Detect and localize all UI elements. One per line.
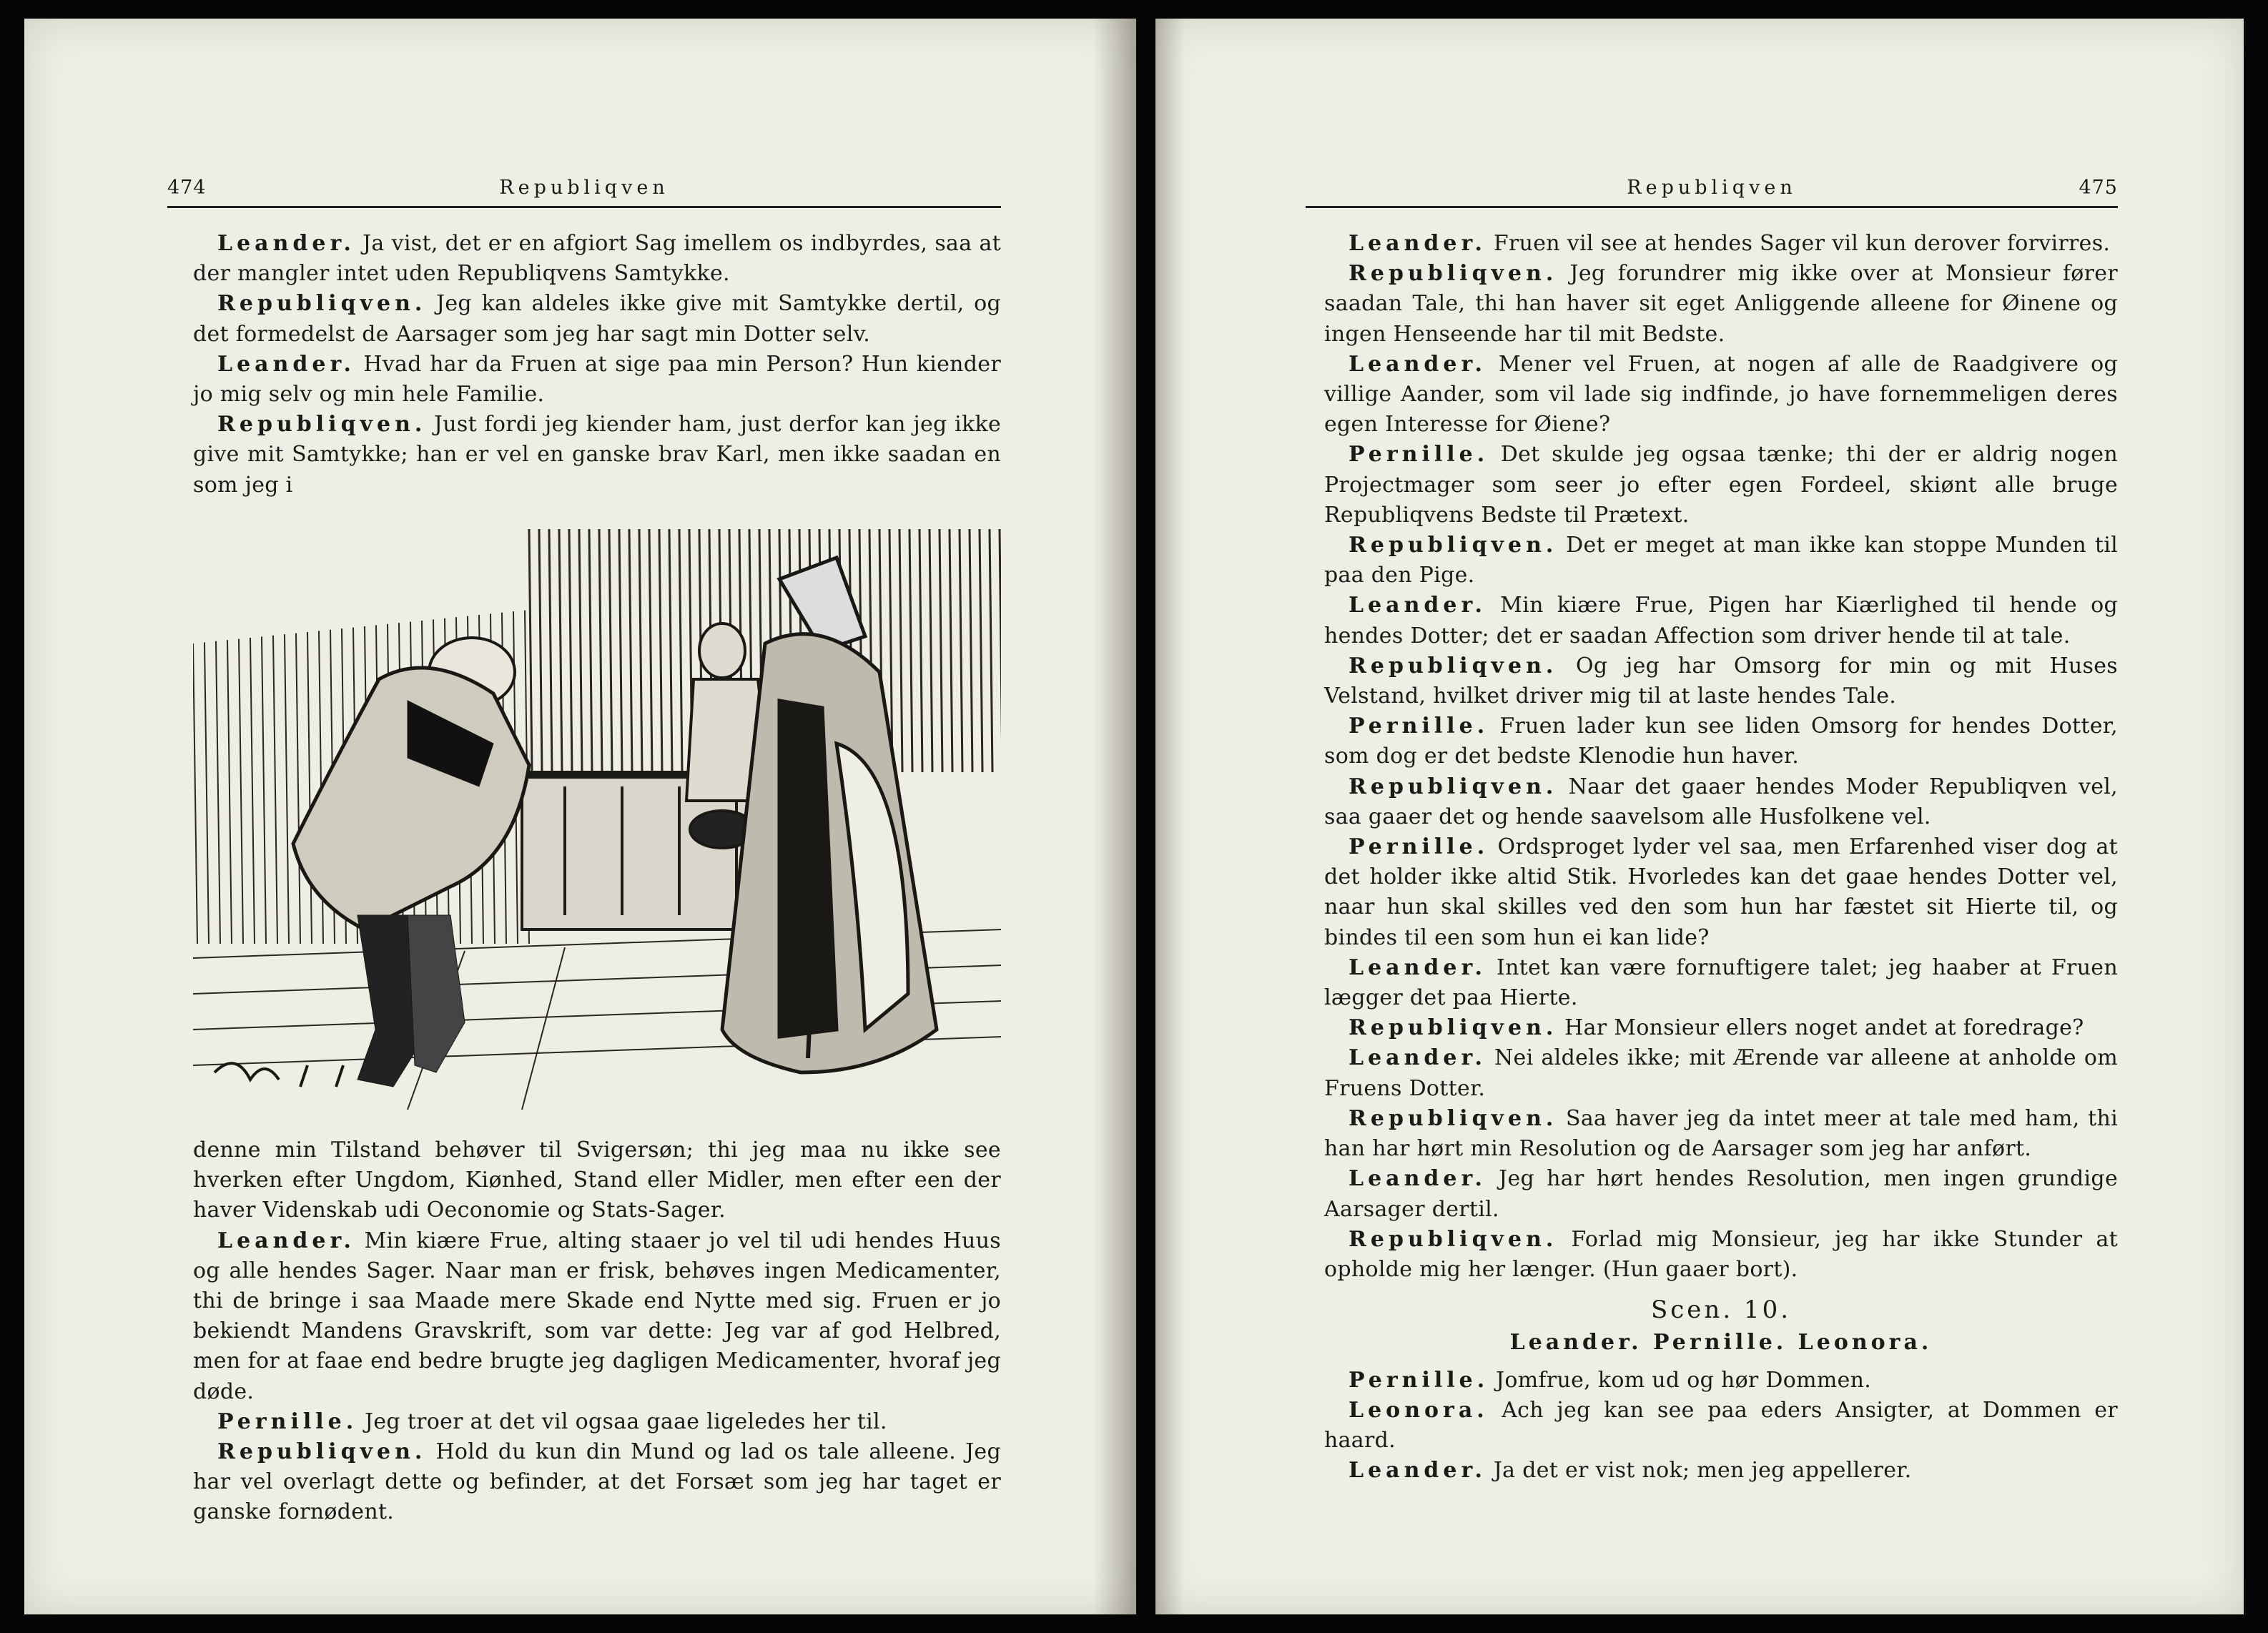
hatch-line [930, 529, 932, 772]
dialogue-paragraph [1324, 651, 2118, 711]
dialogue-paragraph [1324, 1366, 2118, 1396]
dialogue-paragraph [1324, 772, 2118, 832]
dialogue-paragraph [193, 229, 1001, 289]
dialogue-paragraph [1324, 350, 2118, 440]
dialogue-paragraph [193, 410, 1001, 500]
speaker-name: Republiqven. [1349, 261, 1558, 287]
page-header [1306, 163, 2118, 208]
dialogue-text: Jeg har hørt hendes Resolution, men ingen grundige Aarsager dertil. [1324, 1166, 2118, 1222]
speaker-name: Leander. [217, 351, 355, 377]
dialogue-text: Det er meget at man ikke kan stoppe Munden til paa den Pige. [1324, 533, 2119, 588]
text-block-bottom [193, 1135, 1001, 1528]
dialogue-text: Jeg kan aldeles ikke give mit Samtykke dertil, og det formedelst de Aarsager som jeg har sagt min Dotter selv. [193, 291, 1001, 347]
dialogue-paragraph [1324, 953, 2118, 1013]
dialogue-text: Jeg forundrer mig ikke over at Monsieur fører saadan Tale, thi han haver sit eget Anliggende alleene for Øinene og ingen Henseende har til mit Bedste. [1324, 261, 2118, 347]
hatch-line [549, 529, 552, 772]
speaker-name: Leander. [1349, 231, 1486, 256]
scene-cast-list: Leander. Pernille. Leonora. [1509, 1330, 1933, 1356]
dialogue-paragraph [1324, 259, 2118, 350]
dialogue-text: Min kiære Frue, alting staaer jo vel til udi hendes Huus og alle hendes Sager. Naar man er frisk, behøves ingen Medicamenter, thi de bringe i saa Maade mere Skade end Nytte med sig. Fruen er jo bekiendt Mandens Gravskrift, som var dette: Jeg var af god Helbred, men for at faae end bedre brugte jeg dagligen Medicamenter, hvoraf jeg døde. [193, 1228, 1001, 1404]
dialogue-paragraph [1324, 1225, 2118, 1285]
queen-republiqven-figure [722, 558, 937, 1072]
gutter-shadow [1155, 19, 1184, 1614]
dialogue-paragraph [1324, 832, 2118, 953]
dialogue-text: Forlad mig Monsieur, jeg har ikke Stunder at opholde mig her længer. (Hun gaaer bort). [1324, 1226, 2118, 1282]
hatch-line [990, 529, 992, 772]
dialogue-paragraph [1324, 229, 2118, 259]
speaker-name: Republiqven. [1349, 1226, 1558, 1252]
speaker-name: Leander. [1349, 1166, 1486, 1192]
hatch-line [919, 529, 922, 772]
hatch-line [569, 529, 572, 772]
dialogue-text: Ordsproget lyder vel saa, men Erfarenhed viser dog at det holder ikke altid Stik. Hvorledes kan det gaae hendes Dotter vel, naar hun skal skilles ved den som hun har fæstet sit Hierte til, og bindes til een som hun ei kan lide? [1324, 834, 2119, 950]
hatch-line [296, 633, 300, 944]
speaker-name: Republiqven. [1349, 774, 1558, 799]
hatch-line [1000, 529, 1001, 772]
scene-title: Scen. 10. [1650, 1296, 1792, 1325]
text-block [1324, 229, 2118, 1486]
dialogue-text: Det skulde jeg ogsaa tænke; thi der er aldrig nogen Projectmager som seer jo efter egen Fordeel, skiønt alle bruge Republiqvens Bedste til Prætext. [1324, 442, 2118, 528]
dialogue-text: Ach jeg kan see paa eders Ansigter, at Dommen er haard. [1324, 1397, 2118, 1453]
hatch-line [960, 529, 962, 772]
dialogue-text: Naar det gaaer hendes Moder Republiqven vel, saa gaaer det og hende saavelsom alle Husfolkene vel. [1324, 774, 2119, 829]
hatch-line [204, 642, 209, 944]
hatch-line [262, 636, 266, 944]
dialogue-text: Mener vel Fruen, at nogen af alle de Raadgivere og villige Aander, som vil lade sig indfinde, jo have fornemmeligen deres egen Interesse for Øiene? [1324, 351, 2118, 438]
hatch-line [619, 529, 622, 772]
dialogue-text: denne min Tilstand behøver til Svigersøn; thi jeg maa nu ikke see hverken efter Ungdom, Kiønhed, Stand eller Midler, men efter een der haver Videnskab udi Oeconomie og Stats-Sager. [193, 1138, 1001, 1223]
dialogue-text: Nei aldeles ikke; mit Ærende var alleene at anholde om Fruens Dotter. [1324, 1045, 2118, 1101]
gutter-shadow [1093, 19, 1136, 1614]
speaker-name: Republiqven. [1349, 1015, 1558, 1041]
hatch-line [579, 529, 582, 772]
dialogue-text: Hold du kun din Mund og lad os tale alleene. Jeg har vel overlagt dette og befinder, at det Forsæt som jeg har taget er ganske fornødent. [193, 1439, 1001, 1525]
speaker-name: Republiqven. [217, 1439, 427, 1465]
hatch-line [609, 529, 612, 772]
dialogue-paragraph [193, 1226, 1001, 1407]
dialogue-paragraph [1324, 1396, 2118, 1456]
speaker-name: Leander. [217, 231, 355, 256]
hatch-line [940, 529, 942, 772]
dialogue-text: Ja det er vist nok; men jeg appellerer. [1493, 1458, 1912, 1484]
dialogue-paragraph [193, 289, 1001, 349]
speaker-name: Pernille. [1349, 834, 1489, 860]
dialogue-text: Saa haver jeg da intet meer at tale med ham, thi han har hørt min Resolution og de Aarsager som jeg har anført. [1324, 1105, 2118, 1162]
right-page [1155, 19, 2244, 1614]
hatch-line [980, 529, 982, 772]
dialogue-paragraph [193, 350, 1001, 410]
dialogue-text: Jeg troer at det vil ogsaa gaae ligeledes her til. [365, 1408, 887, 1434]
speaker-name: Leander. [217, 1228, 355, 1253]
dialogue-text: Og jeg har Omsorg for min og mit Huses Velstand, hvilket driver mig til at laste hendes Tale. [1324, 653, 2118, 709]
hatch-line [629, 529, 632, 772]
speaker-name: Pernille. [1349, 714, 1489, 739]
dialogue-paragraph [1324, 1456, 2118, 1486]
hatch-line [539, 529, 542, 772]
hatch-line [679, 529, 682, 772]
hatch-line [909, 529, 912, 772]
speaker-name: Republiqven. [1349, 653, 1558, 679]
illustration [193, 529, 1001, 1110]
hatch-line [307, 632, 312, 944]
hatch-line [529, 529, 532, 772]
dialogue-paragraph [193, 1407, 1001, 1437]
speaker-name: Republiqven. [217, 291, 427, 317]
hatch-line [599, 529, 602, 772]
hatch-line [639, 529, 642, 772]
hatch-line [250, 638, 255, 944]
speaker-name: Leander. [1349, 351, 1486, 377]
dialogue-paragraph [1324, 1104, 2118, 1164]
dialogue-paragraph [1324, 1164, 2118, 1224]
page-header [167, 163, 1001, 208]
hatch-line [239, 639, 243, 944]
running-title: Republiqven [1627, 177, 1797, 199]
hatch-line [950, 529, 952, 772]
hatch-line [285, 634, 289, 944]
dialogue-text: Jomfrue, kom ud og hør Dommen. [1496, 1367, 1872, 1393]
dialogue-paragraph [1324, 1043, 2118, 1103]
speaker-name: Republiqven. [1349, 533, 1558, 558]
dialogue-paragraph [1324, 711, 2118, 771]
hatch-line [649, 529, 652, 772]
hatch-line [970, 529, 972, 772]
dialogue-text: Intet kan være fornuftigere talet; jeg haaber at Fruen lægger det paa Hierte. [1324, 954, 2118, 1011]
speaker-name: Leander. [1349, 1458, 1486, 1484]
left-page [24, 19, 1136, 1614]
hatch-line [227, 640, 232, 944]
speaker-name: Leander. [1349, 593, 1486, 618]
speaker-name: Leonora. [1349, 1397, 1489, 1423]
hatch-line [899, 529, 902, 772]
speaker-name: Republiqven. [1349, 1105, 1558, 1131]
dialogue-text: Ja vist, det er en afgiort Sag imellem os indbyrdes, saa at der mangler intet uden Republiqvens Samtykke. [193, 231, 1001, 287]
speaker-name: Leander. [1349, 1045, 1486, 1071]
speaker-name: Pernille. [1349, 1367, 1489, 1393]
hatch-line [559, 529, 562, 772]
hatch-line [273, 636, 277, 944]
dialogue-text: Fruen vil see at hendes Sager vil kun derover forvirres. [1493, 231, 2111, 256]
speaker-name: Pernille. [1349, 442, 1489, 468]
hatch-line [659, 529, 662, 772]
hatch-line [669, 529, 672, 772]
dialogue-paragraph [1324, 1013, 2118, 1043]
dialogue-paragraph [1324, 440, 2118, 531]
page-number: 475 [2079, 177, 2118, 199]
speaker-name: Republiqven. [217, 412, 427, 438]
dialogue-paragraph [193, 1135, 1001, 1226]
text-block-top [193, 229, 1001, 500]
dialogue-text: Har Monsieur ellers noget andet at foredrage? [1564, 1015, 2084, 1041]
dialogue-paragraph [1324, 591, 2118, 651]
speaker-name: Pernille. [217, 1408, 358, 1434]
dialogue-paragraph [193, 1437, 1001, 1528]
dialogue-text: Just fordi jeg kiender ham, just derfor kan jeg ikke give mit Samtykke; han er vel en ganske brav Karl, men ikke saadan en som jeg i [193, 412, 1001, 498]
dialogue-paragraph [1324, 531, 2118, 591]
dialogue-text: Hvad har da Fruen at sige paa min Person? Hun kiender jo mig selv og min hele Familie. [193, 351, 1001, 408]
hatch-line [216, 641, 220, 944]
speaker-name: Leander. [1349, 954, 1486, 980]
hatch-line [589, 529, 592, 772]
artist-signature [215, 1063, 343, 1087]
hatch-line [193, 643, 197, 944]
running-title: Republiqven [499, 177, 669, 199]
dialogue-text: Min kiære Frue, Pigen har Kiærlighed til hende og hendes Dotter; det er saadan Affection som driver hende til at tale. [1324, 593, 2118, 648]
page-number: 474 [167, 177, 207, 199]
dialogue-text: Fruen lader kun see liden Omsorg for hendes Dotter, som dog er det bedste Klenodie hun haver. [1324, 714, 2118, 769]
